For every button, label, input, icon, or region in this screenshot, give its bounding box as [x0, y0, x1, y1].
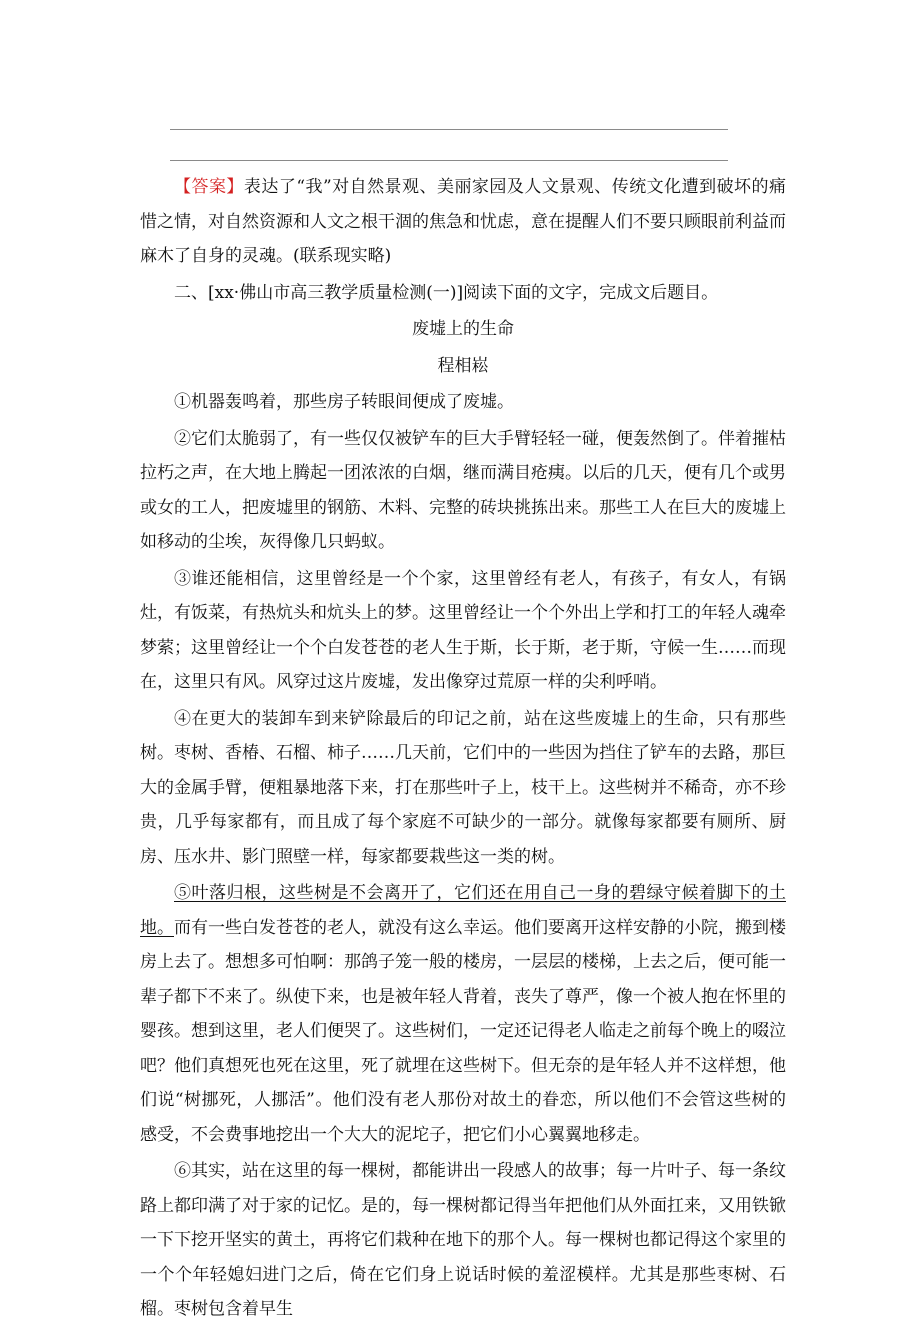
article-paragraph-4: ④在更大的装卸车到来铲除最后的印记之前，站在这些废墟上的生命，只有那些树。枣树、香椿、石榴、柿子……几天前，它们中的一些因为挡住了铲车的去路，那巨大的金属手臂，便粗暴地落下来，打在那些叶子上，枝干上。这些树并不稀奇，亦不珍贵，几乎每家都有，而且成了每个家庭不可缺少的一部分。就像每家都要有厕所、厨房、压水井、影门照壁一样，每家都要栽些这一类的树。 — [140, 708, 786, 867]
answer-text: 表达了“我”对自然景观、美丽家园及人文景观、传统文化遭到破坏的痛惜之情，对自然资源和人文之根干涸的焦急和忧虑，意在提醒人们不要只顾眼前利益而麻木了自身的灵魂。(联系现实略) — [140, 177, 786, 266]
question-intro: 二、[xx·佛山市高三教学质量检测(一)]阅读下面的文字，完成文后题目。 — [174, 282, 719, 303]
document-body — [140, 170, 786, 1329]
article-author: 程相崧 — [437, 355, 489, 376]
article-paragraph-2: ②它们太脆弱了，有一些仅仅被铲车的巨大手臂轻轻一碰，便轰然倒了。伴着摧枯拉朽之声，在大地上腾起一团浓浓的白烟，继而满目疮痍。以后的几天，便有几个或男或女的工人，把废墟里的钢筋、木料、完整的砖块挑拣出来。那些工人在巨大的废墟上如移动的尘埃，灰得像几只蚂蚁。 — [140, 428, 786, 552]
article-title: 废墟上的生命 — [412, 319, 514, 339]
article-paragraph-6: ⑥其实，站在这里的每一棵树，都能讲出一段感人的故事；每一片叶子、每一条纹路上都印满了对于家的记忆。是的，每一棵树都记得当年把他们从外面扛来，又用铁锨一下下挖开坚实的黄土，再将它们栽种在地下的那个人。每一棵树也都记得这个家里的一个个年轻媳妇进门之后，倚在它们身上说话时候的羞涩模样。尤其是那些枣树、石榴。枣树包含着早生 — [140, 1161, 786, 1319]
paragraph-5-rest: 而有一些白发苍苍的老人，就没有这么幸运。他们要离开这样安静的小院，搬到楼房上去了。想想多可怕啊：那鸽子笼一般的楼房，一层层的楼梯，上去之后，便可能一辈子都下不来了。纵使下来，也是被年轻人背着，丧失了尊严，像一个被人抱在怀里的婴孩。想到这里，老人们便哭了。这些树们，一定还记得老人临走之前每个晚上的啜泣吧？他们真想死也死在这里，死了就埋在这些树下。但无奈的是年轻人并不这样想，他们说“树挪死，人挪活”。他们没有老人那份对故土的眷恋，所以他们不会管这些树的感受，不会费事地挖出一个大大的泥坨子，把它们小心翼翼地移走。 — [140, 917, 786, 1145]
answer-tag: 【答案】 — [174, 177, 244, 197]
article-paragraph-5 — [140, 876, 786, 1152]
underlined-sentence: ⑤叶落归根，这些树是不会离开了，它们还在用自己一身的碧绿守候着脚下的土地。 — [140, 883, 786, 938]
article-paragraph-1: ①机器轰鸣着，那些房子转眼间便成了废墟。 — [174, 392, 514, 412]
answer-blank-line-1 — [170, 129, 728, 130]
article-paragraph-3: ③谁还能相信，这里曾经是一个个家，这里曾经有老人，有孩子，有女人，有锅灶，有饭菜，有热炕头和炕头上的梦。这里曾经让一个个外出上学和打工的年轻人魂牵梦萦；这里曾经让一个个白发苍苍的老人生于斯，长于斯，老于斯，守候一生……而现在，这里只有风。风穿过这片废墟，发出像穿过荒原一样的尖利呼哨。 — [140, 568, 786, 692]
answer-blank-line-2 — [170, 160, 728, 161]
answer-paragraph — [140, 170, 786, 274]
